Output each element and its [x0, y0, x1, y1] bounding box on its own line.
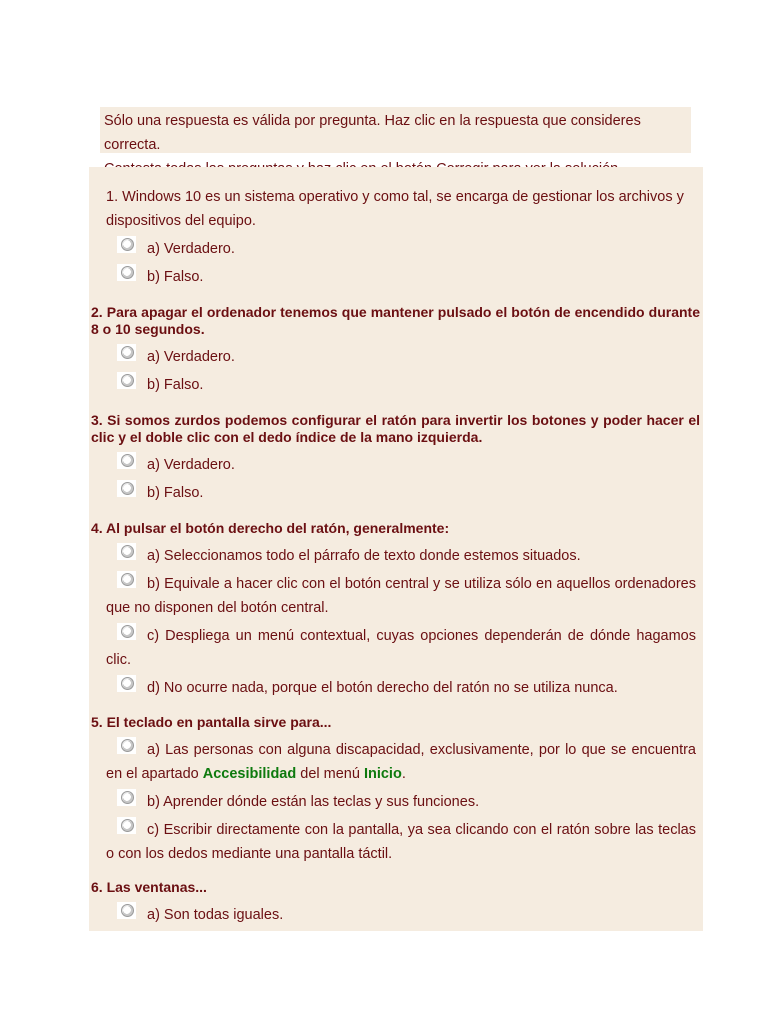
instructions-line-1: Sólo una respuesta es válida por pregunta. Haz clic en la respuesta que consideres correcta.: [104, 113, 641, 153]
inicio-highlight: Inicio: [363, 766, 402, 782]
q3-option-a[interactable]: a) Verdadero.: [147, 457, 235, 473]
question-3-text: 3. Si somos zurdos podemos configurar el ratón para invertir los botones y poder hacer el clic y el doble clic con el dedo índice de la mano izquierda.: [91, 412, 700, 445]
accesibilidad-highlight: Accesibilidad: [202, 766, 297, 782]
q5-option-a[interactable]: [106, 738, 696, 786]
question-2-text: 2. Para apagar el ordenador tenemos que mantener pulsado el botón de encendido durante 8 o 10 segundos.: [91, 304, 700, 337]
q2-option-b[interactable]: b) Falso.: [147, 377, 204, 393]
q5-option-a-text: a) Las personas con alguna discapacidad, exclusivamente, por lo que se encuentra en el apartado: [106, 742, 696, 782]
q2-option-a[interactable]: a) Verdadero.: [147, 349, 235, 365]
q5-option-a-end: .: [401, 766, 406, 782]
quiz-panel: [89, 167, 703, 931]
q3-option-b[interactable]: b) Falso.: [147, 485, 204, 501]
instructions-box: [100, 107, 691, 153]
q5-option-b[interactable]: b) Aprender dónde están las teclas y sus funciones.: [147, 794, 480, 810]
q4-option-d[interactable]: d) No ocurre nada, porque el botón derecho del ratón no se utiliza nunca.: [147, 680, 618, 696]
q5-option-a-middle: del menú: [296, 766, 364, 782]
question-4-text: 4. Al pulsar el botón derecho del ratón, generalmente:: [91, 520, 450, 536]
q4-option-c[interactable]: c) Despliega un menú contextual, cuyas opciones dependerán de dónde hagamos clic.: [106, 628, 696, 668]
q6-option-a[interactable]: a) Son todas iguales.: [147, 907, 284, 923]
q4-option-a[interactable]: a) Seleccionamos todo el párrafo de texto donde estemos situados.: [147, 548, 581, 564]
question-1-text: 1. Windows 10 es un sistema operativo y como tal, se encarga de gestionar los archivos y dispositivos del equipo.: [106, 189, 684, 229]
q5-option-c[interactable]: c) Escribir directamente con la pantalla, ya sea clicando con el ratón sobre las teclas o con los dedos mediante una pantalla táctil.: [106, 822, 696, 862]
q1-option-b[interactable]: b) Falso.: [147, 269, 204, 285]
question-6-text: 6. Las ventanas...: [91, 879, 207, 895]
q1-option-a[interactable]: a) Verdadero.: [147, 241, 235, 257]
q4-option-b[interactable]: b) Equivale a hacer clic con el botón central y se utiliza sólo en aquellos ordenadores que no disponen del botón central.: [106, 576, 696, 616]
question-5-text: 5. El teclado en pantalla sirve para...: [91, 714, 332, 730]
